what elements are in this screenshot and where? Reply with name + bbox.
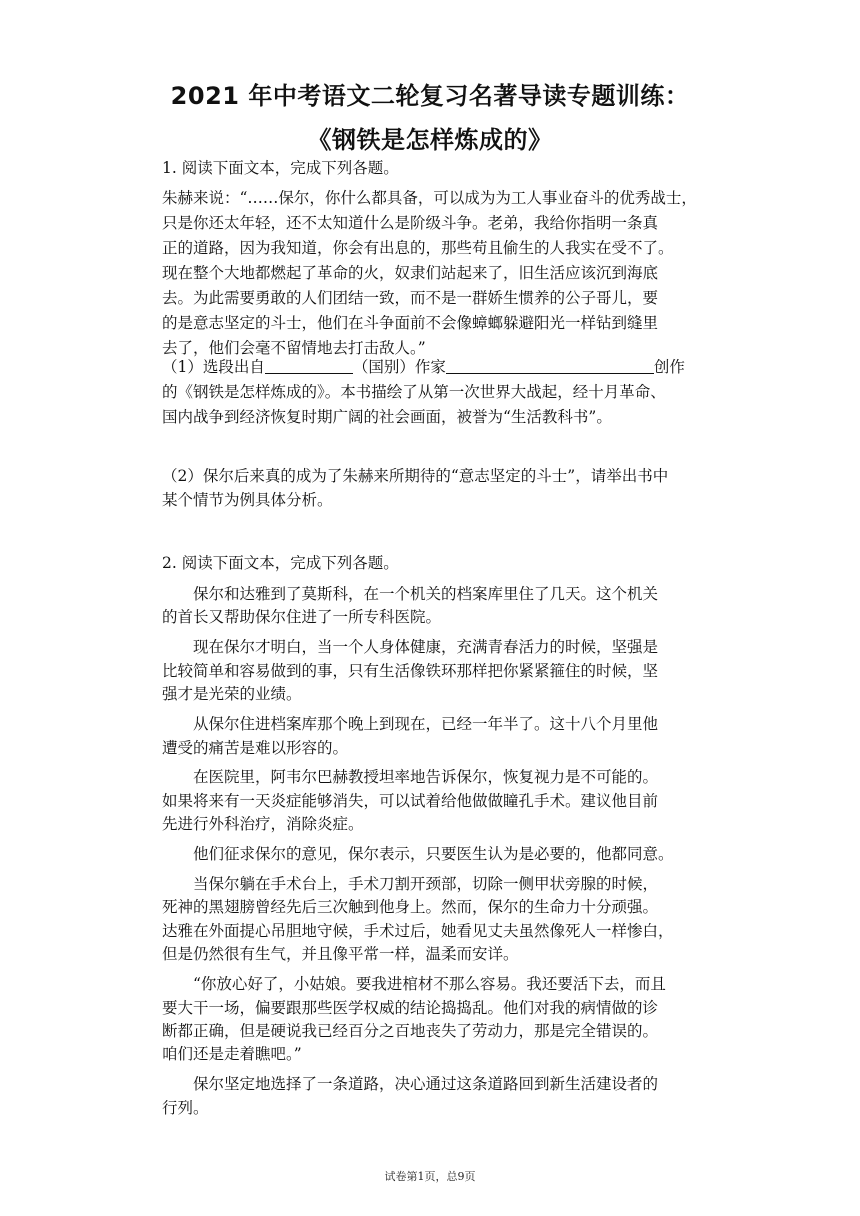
q2-paragraph-line: 保尔坚定地选择了一条道路，决心通过这条道路回到新生活建设者的 (193, 1075, 659, 1093)
q2-paragraph-line: 但是仍然很有生气，并且像平常一样，温柔而安详。 (162, 945, 519, 963)
q2-paragraph-line: 在医院里，阿韦尔巴赫教授坦率地告诉保尔，恢复视力是不可能的。 (193, 768, 659, 786)
q1-passage-line: 朱赫来说：“……保尔，你什么都具备，可以成为为工人事业奋斗的优秀战士， (162, 189, 697, 207)
q1-sub1-text-a: （1）选段出自 (162, 358, 265, 376)
q1-passage-line: 的是意志坚定的斗士，他们在斗争面前不会像蟑螂躲避阳光一样钻到缝里 (162, 314, 659, 332)
q1-sub1-line: 的《钢铁是怎样炼成的》。本书描绘了从第一次世界大战起，经十月革命、 (162, 383, 666, 401)
q2-paragraph-line: 比较简单和容易做到的事，只有生活像铁环那样把你紧紧箍住的时候，坚 (162, 662, 659, 680)
q2-paragraph-line: 现在保尔才明白，当一个人身体健康，充满青春活力的时候，坚强是 (193, 638, 659, 656)
q2-paragraph-line: 要大干一场，偏要跟那些医学权威的结论捣捣乱。他们对我的病情做的诊 (162, 999, 659, 1017)
q1-sub1-prompt (162, 357, 732, 377)
q2-paragraph-line: 先进行外科治疗，消除炎症。 (162, 815, 364, 833)
q2-paragraph-line: “你放心好了，小姑娘。要我进棺材不那么容易。我还要活下去，而且 (193, 975, 666, 993)
title-line-1: 2021 年中考语文二轮复习名著导读专题训练： (170, 82, 690, 110)
q1-sub1-text-b: （国别）作家 (352, 358, 446, 376)
q1-sub1-line: 国内战争到经济恢复时期广阔的社会画面，被誉为“生活教科书”。 (162, 408, 612, 426)
q2-paragraph-line: 死神的黑翅膀曾经先后三次触到他身上。然而，保尔的生命力十分顽强。 (162, 898, 659, 916)
q2-paragraph-line: 他们征求保尔的意见，保尔表示，只要医生认为是必要的，他都同意。 (193, 845, 674, 863)
q2-paragraph-line: 遭受的痛苦是难以形容的。 (162, 739, 349, 757)
q2-paragraph-line: 的首长又帮助保尔住进了一所专科医院。 (162, 608, 442, 626)
q1-sub1-text-c: 创作 (653, 358, 685, 376)
q2-paragraph-line: 强才是光荣的业绩。 (162, 685, 302, 703)
page-footer: 试卷第1页，总9页 (384, 1170, 476, 1183)
q2-paragraph-line: 保尔和达雅到了莫斯科，在一个机关的档案库里住了几天。这个机关 (193, 585, 659, 603)
q1-sub2-line: 某个情节为例具体分析。 (162, 491, 333, 509)
q1-passage-line: 去。为此需要勇敢的人们团结一致，而不是一群娇生惯养的公子哥儿，要 (162, 289, 659, 307)
q2-paragraph-line: 当保尔躺在手术台上，手术刀割开颈部，切除一侧甲状旁腺的时候， (193, 875, 659, 893)
q1-instruction: 1. 阅读下面文本，完成下列各题。 (162, 159, 399, 177)
country-answer-blank[interactable] (265, 357, 353, 374)
q2-paragraph-line: 断都正确，但是硬说我已经百分之百地丧失了劳动力，那是完全错误的。 (162, 1022, 659, 1040)
title-line-2: 《钢铁是怎样炼成的》 (307, 126, 553, 154)
q2-paragraph-line: 达雅在外面提心吊胆地守候，手术过后，她看见丈夫虽然像死人一样惨白， (162, 922, 674, 940)
q2-paragraph-line: 如果将来有一天炎症能够消失，可以试着给他做做瞳孔手术。建议他目前 (162, 792, 659, 810)
q1-sub2-line: （2）保尔后来真的成为了朱赫来所期待的“意志坚定的斗士”，请举出书中 (162, 467, 669, 485)
q2-paragraph-line: 咱们还是走着瞧吧。” (162, 1045, 302, 1063)
q1-passage-line: 正的道路，因为我知道，你会有出息的，那些苟且偷生的人我实在受不了。 (162, 239, 674, 257)
q2-paragraph-line: 行列。 (162, 1099, 209, 1117)
q1-passage-line: 现在整个大地都燃起了革命的火，奴隶们站起来了，旧生活应该沉到海底 (162, 264, 659, 282)
q1-passage-line: 只是你还太年轻，还不太知道什么是阶级斗争。老弟，我给你指明一条真 (162, 214, 659, 232)
q2-instruction: 2. 阅读下面文本，完成下列各题。 (162, 554, 399, 572)
q1-passage-line: 去了，他们会毫不留情地去打击敌人。” (162, 339, 426, 357)
author-answer-blank[interactable] (446, 357, 654, 374)
q2-paragraph-line: 从保尔住进档案库那个晚上到现在，已经一年半了。这十八个月里他 (193, 715, 659, 733)
